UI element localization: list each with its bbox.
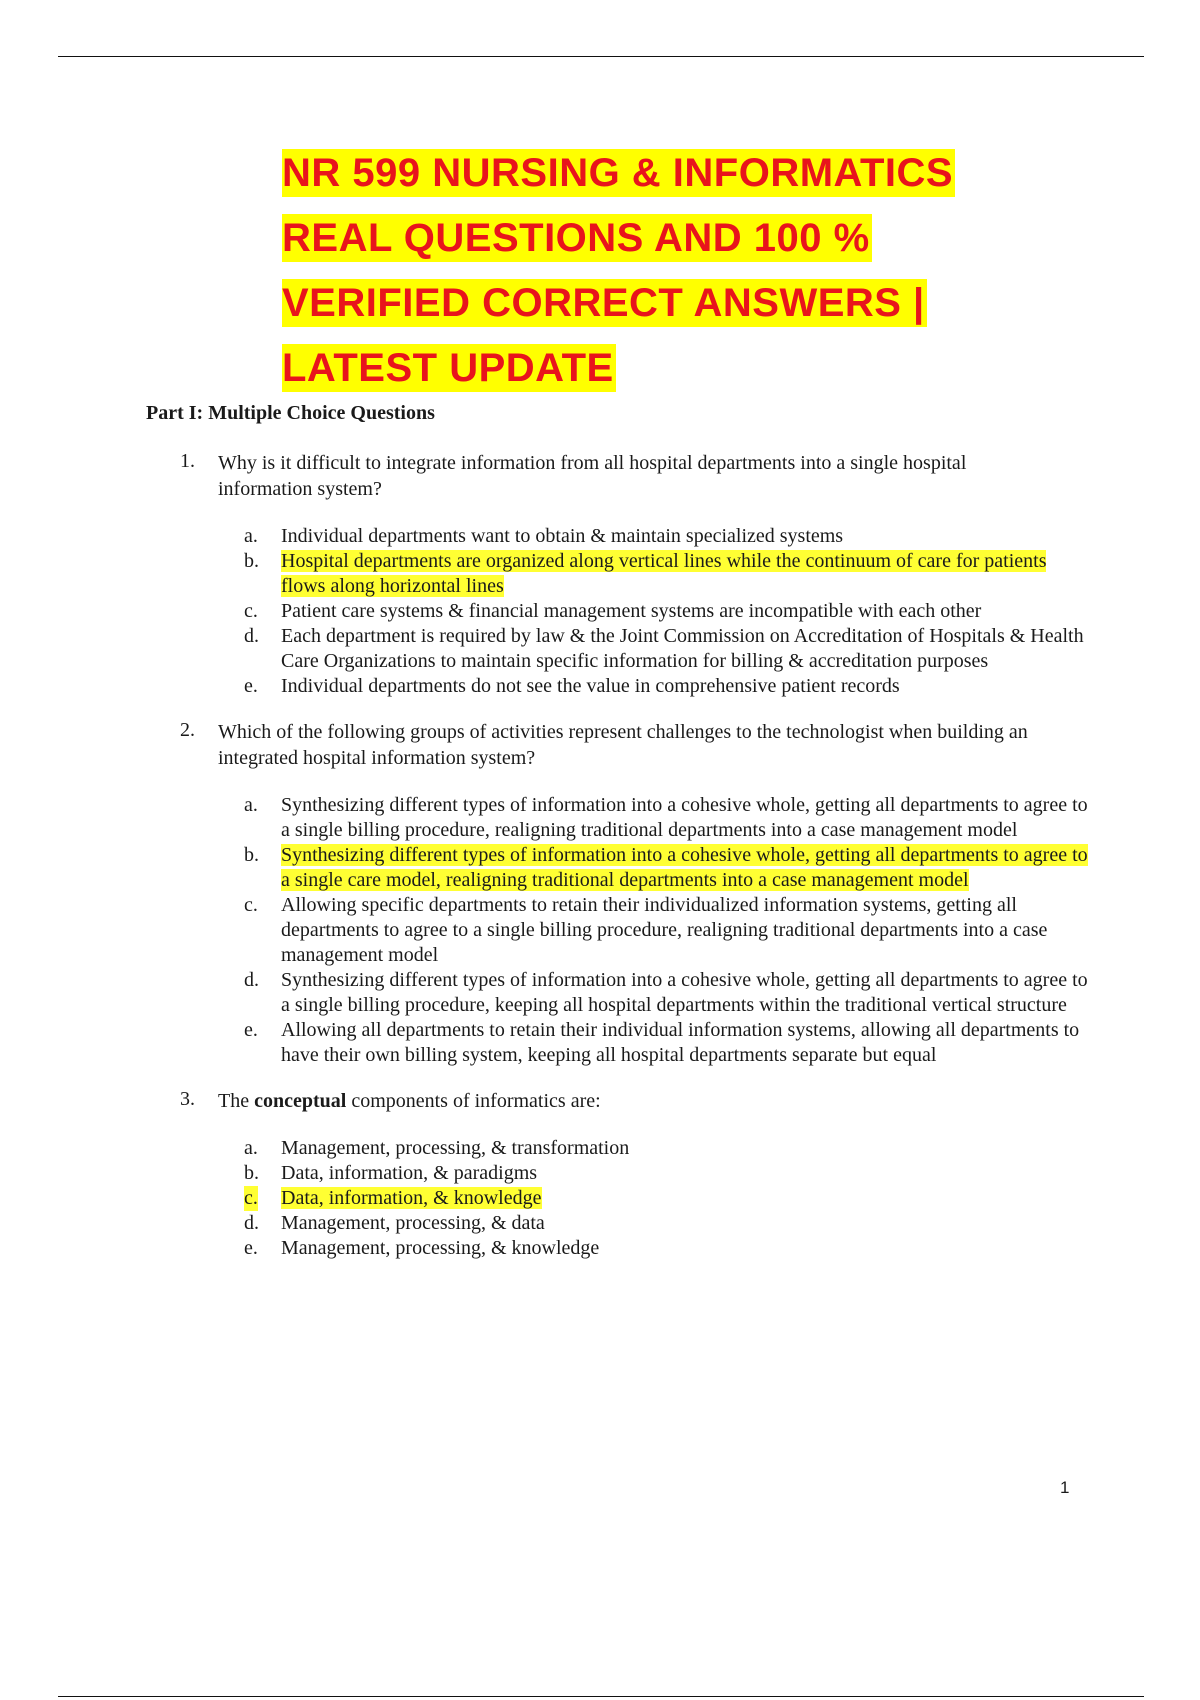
option-list [180, 524, 1095, 699]
title-line-2-text: REAL QUESTIONS AND 100 % [282, 216, 870, 260]
option-d [180, 624, 1095, 674]
question-1 [180, 450, 1095, 699]
title-line-4-text: LATEST UPDATE [282, 346, 614, 390]
option-e [180, 674, 1095, 699]
option-text: Individual departments do not see the value in comprehensive patient records [281, 675, 900, 697]
option-letter: d. [244, 969, 259, 991]
title-line-2 [282, 213, 1142, 272]
header-rule [58, 56, 1144, 57]
question-3 [180, 1088, 1095, 1261]
option-d [180, 968, 1095, 1018]
option-c [180, 599, 1095, 624]
option-c [180, 893, 1095, 968]
option-text: Management, processing, & transformation [281, 1137, 630, 1159]
option-letter: d. [244, 625, 259, 647]
title-line-4 [282, 343, 1142, 402]
option-a [180, 1136, 1095, 1161]
part-heading: Part I: Multiple Choice Questions [146, 402, 435, 424]
option-letter: a. [244, 794, 258, 816]
option-letter: a. [244, 1137, 258, 1159]
option-text: Management, processing, & knowledge [281, 1237, 600, 1259]
question-number: 1. [180, 450, 195, 472]
option-b [180, 1161, 1095, 1186]
option-letter: e. [244, 1237, 258, 1259]
option-text: Allowing specific departments to retain their individualized information systems, getting all departments to agree to a single billing procedure, realigning traditional departments into a case management model [281, 894, 1048, 966]
option-letter: c. [244, 894, 258, 916]
question-number: 3. [180, 1088, 195, 1110]
option-e [180, 1018, 1095, 1068]
option-b-correct [180, 843, 1095, 893]
title-line-3-text: VERIFIED CORRECT ANSWERS | [282, 281, 925, 325]
question-text-start: The [218, 1090, 255, 1112]
option-list [180, 793, 1095, 1068]
question-text: Which of the following groups of activities represent challenges to the technologist when building an integrated hospital information system? [218, 721, 1028, 769]
option-text: Synthesizing different types of information into a cohesive whole, getting all departments to agree to a single billing procedure, realigning traditional departments into a case management model [281, 794, 1088, 841]
footer-rule [58, 1696, 1144, 1697]
option-text: Patient care systems & financial management systems are incompatible with each other [281, 600, 982, 622]
option-letter: c. [244, 1187, 258, 1209]
option-letter: d. [244, 1212, 259, 1234]
option-letter: b. [244, 550, 259, 572]
option-text: Allowing all departments to retain their individual information systems, allowing all departments to have their own billing system, keeping all hospital departments separate but equal [281, 1019, 1080, 1066]
option-text: Management, processing, & data [281, 1212, 545, 1234]
document-title [282, 148, 1142, 408]
option-text-highlighted: Synthesizing different types of information into a cohesive whole, getting all departments to agree to a single care model, realigning traditional departments into a case management model [281, 844, 1088, 891]
option-a [180, 524, 1095, 549]
option-text: Individual departments want to obtain & maintain specialized systems [281, 525, 844, 547]
option-letter: b. [244, 1162, 259, 1184]
option-e [180, 1236, 1095, 1261]
option-d [180, 1211, 1095, 1236]
question-text: Why is it difficult to integrate information from all hospital departments into a single hospital information system? [218, 452, 967, 500]
question-text-end: components of informatics are: [346, 1090, 601, 1112]
option-list [180, 1136, 1095, 1261]
question-text [218, 1088, 1048, 1114]
option-text: Data, information, & paradigms [281, 1162, 538, 1184]
option-letter: c. [244, 600, 258, 622]
option-letter: e. [244, 675, 258, 697]
question-text-bold: conceptual [254, 1090, 347, 1112]
title-line-3 [282, 278, 1142, 337]
option-a [180, 793, 1095, 843]
option-text: Synthesizing different types of information into a cohesive whole, getting all departments to agree to a single billing procedure, keeping all hospital departments within the traditional vertical structure [281, 969, 1088, 1016]
question-number: 2. [180, 719, 195, 741]
option-text: Each department is required by law & the Joint Commission on Accreditation of Hospitals & Health Care Organizations to maintain specific information for billing & accreditation purposes [281, 625, 1084, 672]
option-letter: b. [244, 844, 259, 866]
page-number: 1 [1060, 1478, 1070, 1497]
option-letter: e. [244, 1019, 258, 1041]
option-c-correct [180, 1186, 1095, 1211]
question-list [180, 450, 1095, 1281]
option-letter: a. [244, 525, 258, 547]
title-line-1 [282, 148, 1142, 207]
question-2 [180, 719, 1095, 1068]
option-b-correct [180, 549, 1095, 599]
title-line-1-text: NR 599 NURSING & INFORMATICS [282, 151, 954, 195]
option-text-highlighted: Hospital departments are organized along vertical lines while the continuum of care for patients flows along horizontal lines [281, 550, 1047, 597]
option-text-highlighted: Data, information, & knowledge [281, 1187, 542, 1209]
